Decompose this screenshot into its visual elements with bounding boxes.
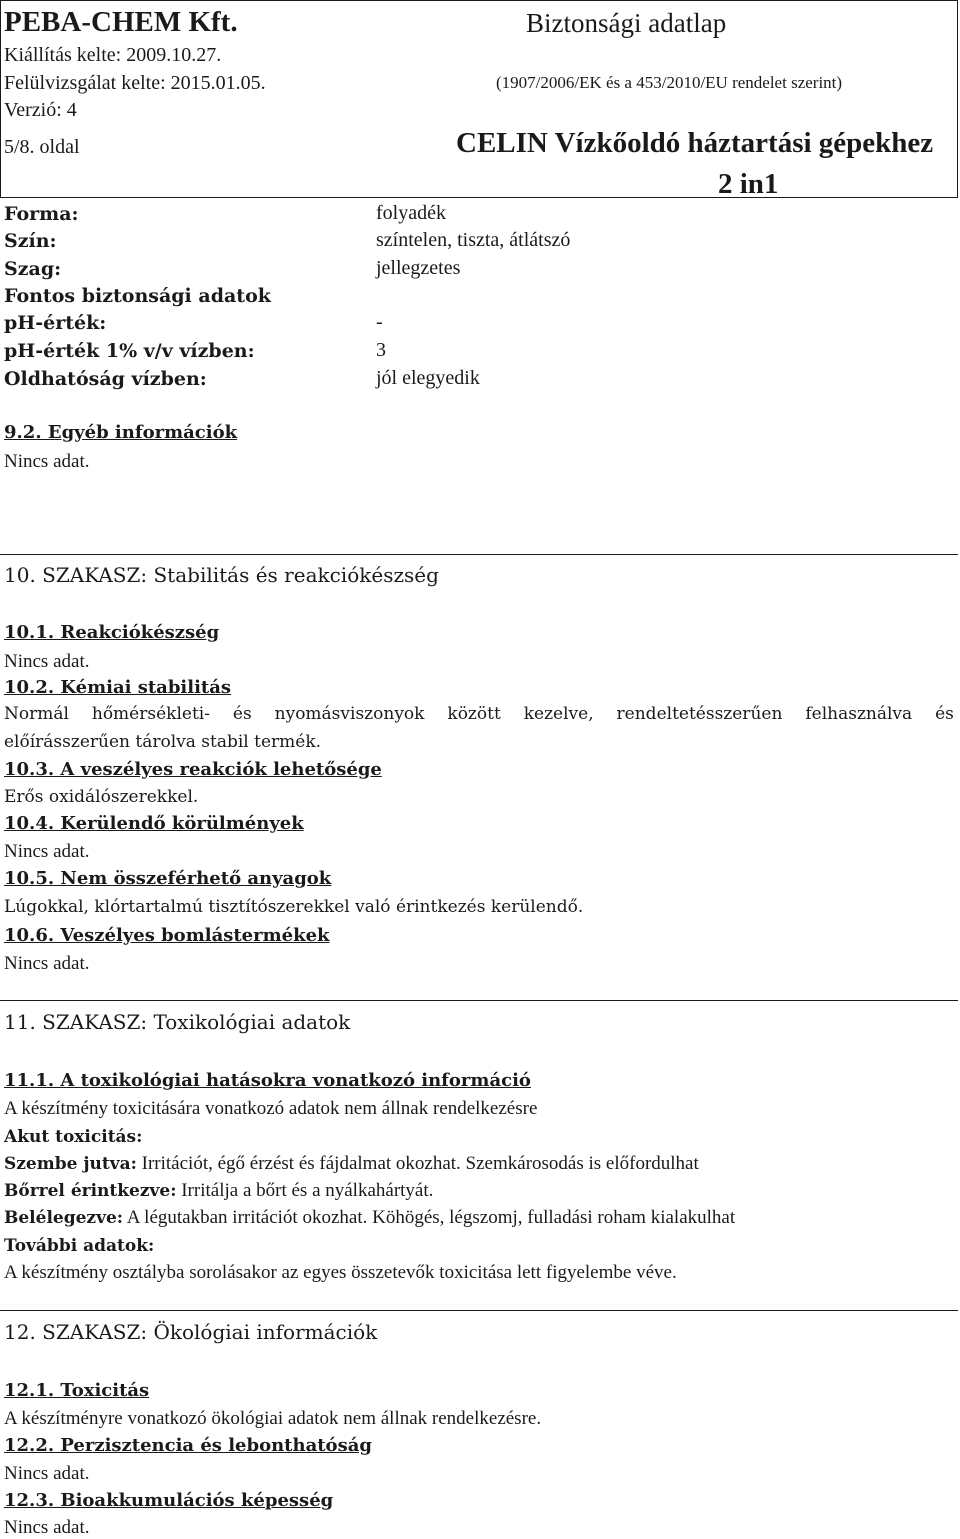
subsection-heading: 10.1. Reakciókészség bbox=[4, 622, 220, 643]
property-value: jellegzetes bbox=[376, 257, 461, 279]
body-text: Lúgokkal, klórtartalmú tisztítószerekkel való érintkezés kerülendő. bbox=[4, 897, 584, 917]
subsection-heading: 10.4. Kerülendő körülmények bbox=[4, 813, 304, 834]
body-text: Nincs adat. bbox=[4, 1463, 90, 1484]
body-text: Nincs adat. bbox=[4, 953, 90, 974]
subsection-heading: 12.3. Bioakkumulációs képesség bbox=[4, 1490, 334, 1511]
body-text bbox=[4, 1153, 699, 1175]
word: között bbox=[447, 704, 501, 724]
subsection-heading: 10.3. A veszélyes reakciók lehetősége bbox=[4, 759, 382, 780]
section-divider bbox=[0, 1000, 958, 1001]
issue-date: Kiállítás kelte: 2009.10.27. bbox=[4, 44, 222, 66]
body-text bbox=[4, 1207, 735, 1229]
field-text: Irritálja a bőrt és a nyálkahártyát. bbox=[176, 1180, 434, 1201]
field-label: Belélegezve: bbox=[4, 1208, 124, 1228]
body-text: A készítményre vonatkozó ökológiai adatok nem állnak rendelkezésre. bbox=[4, 1408, 542, 1429]
subsection-heading: 11.1. A toxikológiai hatásokra vonatkozó információ bbox=[4, 1070, 531, 1091]
word: rendeltetésszerűen bbox=[616, 704, 783, 724]
word: hőmérsékleti- bbox=[91, 704, 210, 724]
body-text: Nincs adat. bbox=[4, 841, 90, 862]
body-text bbox=[4, 1180, 433, 1202]
property-label: Fontos biztonsági adatok bbox=[4, 285, 271, 307]
body-text: Nincs adat. bbox=[4, 651, 90, 672]
field-label: Bőrrel érintkezve: bbox=[4, 1181, 177, 1201]
word: és bbox=[935, 704, 954, 724]
company-name: PEBA-CHEM Kft. bbox=[4, 6, 238, 38]
property-value: folyadék bbox=[376, 202, 446, 224]
field-label: További adatok: bbox=[4, 1236, 155, 1256]
subsection-heading: 10.2. Kémiai stabilitás bbox=[4, 677, 232, 698]
property-label: pH-érték: bbox=[4, 312, 107, 334]
section-divider bbox=[0, 1310, 958, 1311]
body-text: Nincs adat. bbox=[4, 1517, 90, 1538]
property-label: pH-érték 1% v/v vízben: bbox=[4, 340, 255, 362]
subsection-heading: 12.1. Toxicitás bbox=[4, 1380, 150, 1401]
document-title: Biztonsági adatlap bbox=[526, 8, 727, 38]
subsection-heading: 10.5. Nem összeférhető anyagok bbox=[4, 868, 332, 889]
section-title: 10. SZAKASZ: Stabilitás és reakciókészség bbox=[4, 563, 439, 587]
subsection-heading: 12.2. Perzisztencia és lebonthatóság bbox=[4, 1435, 372, 1456]
section-title: 12. SZAKASZ: Ökológiai információk bbox=[4, 1320, 378, 1344]
word: Normál bbox=[4, 704, 69, 724]
word: és bbox=[232, 704, 252, 724]
body-text: A készítmény toxicitására vonatkozó adatok nem állnak rendelkezésre bbox=[4, 1098, 538, 1119]
word: nyomásviszonyok bbox=[274, 704, 425, 724]
property-label: Szag: bbox=[4, 258, 62, 280]
field-label: Szembe jutva: bbox=[4, 1154, 137, 1174]
property-value: 3 bbox=[376, 339, 386, 361]
product-name: CELIN Vízkőoldó háztartási gépekhez bbox=[456, 127, 934, 159]
property-value: jól elegyedik bbox=[376, 367, 480, 389]
subsection-heading: 9.2. Egyéb információk bbox=[4, 422, 238, 443]
word: felhasználva bbox=[805, 704, 913, 724]
property-label: Oldhatóság vízben: bbox=[4, 368, 207, 390]
field-text: Irritációt, égő érzést és fájdalmat okozhat. Szemkárosodás is előfordulhat bbox=[136, 1153, 699, 1174]
section-title: 11. SZAKASZ: Toxikológiai adatok bbox=[4, 1010, 351, 1034]
field-label: Akut toxicitás: bbox=[4, 1127, 143, 1147]
body-text: A készítmény osztályba sorolásakor az egyes összetevők toxicitása lett figyelembe véve. bbox=[4, 1262, 677, 1283]
section-divider bbox=[0, 554, 958, 555]
revision-date: Felülvizsgálat kelte: 2015.01.05. bbox=[4, 72, 266, 94]
body-text-justified bbox=[4, 704, 954, 724]
property-value: színtelen, tiszta, átlátszó bbox=[376, 229, 571, 251]
regulation-note: (1907/2006/EK és a 453/2010/EU rendelet szerint) bbox=[496, 73, 843, 92]
property-label: Szín: bbox=[4, 230, 57, 252]
property-value: - bbox=[376, 311, 383, 333]
page-number: 5/8. oldal bbox=[4, 136, 80, 158]
property-label: Forma: bbox=[4, 203, 79, 225]
body-text: Erős oxidálószerekkel. bbox=[4, 787, 199, 807]
product-subtitle: 2 in1 bbox=[718, 168, 779, 200]
field-text: A légutakban irritációt okozhat. Köhögés, légszomj, fulladási roham kialakulhat bbox=[123, 1207, 736, 1228]
version: Verzió: 4 bbox=[4, 99, 77, 121]
subsection-heading: 10.6. Veszélyes bomlástermékek bbox=[4, 925, 330, 946]
body-text: előírásszerűen tárolva stabil termék. bbox=[4, 732, 322, 752]
body-text: Nincs adat. bbox=[4, 451, 90, 472]
word: kezelve, bbox=[523, 704, 594, 724]
